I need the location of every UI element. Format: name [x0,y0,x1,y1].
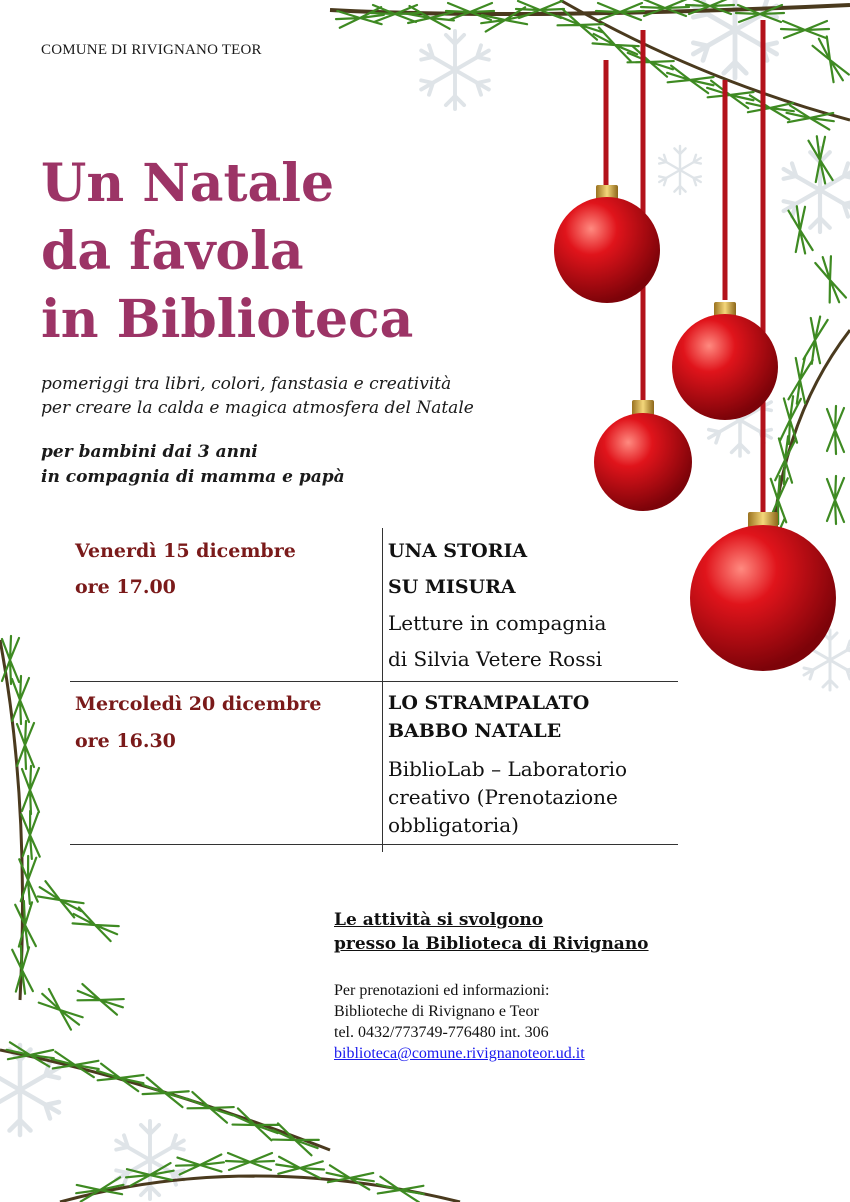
title-line: in Biblioteca [41,289,414,350]
contact-info [334,980,585,1064]
event-title-line: UNA STORIA [388,540,528,562]
snowflake-icon [784,148,850,232]
snowflake-icon [0,1045,59,1135]
snowflake-icon [659,146,701,194]
organization-name: COMUNE DI RIVIGNANO TEOR [41,42,262,58]
snowflake-icon [116,1121,184,1199]
ornament-ball [690,512,836,671]
event-description-line: Letture in compagnia [388,611,607,635]
snowflake-icon [804,630,850,690]
contact-library: Biblioteche di Rivignano e Teor [334,1003,539,1020]
event-description-line: obbligatoria) [388,813,519,837]
snowflake-icon [709,384,771,456]
event-description-line: creativo (Prenotazione [388,785,618,809]
title-line: Un Natale [41,153,335,214]
location-line: presso la Biblioteca di Rivignano [334,934,649,954]
contact-phone: tel. 0432/773749-776480 int. 306 [334,1024,549,1041]
column-divider [382,528,383,852]
ornament-ball [672,302,778,420]
event-details [388,689,676,839]
event-title-line: LO STRAMPALATO [388,692,590,714]
event-description-line: BiblioLab – Laboratorio [388,757,628,781]
contact-intro: Per prenotazioni ed informazioni: [334,982,550,999]
event-date: Venerdì 15 dicembre [75,540,296,562]
ornament-ribbons [606,20,763,515]
location-note [334,908,649,956]
audience [41,440,345,490]
event-title-line: BABBO NATALE [388,720,562,742]
subtitle-line: pomeriggi tra libri, colori, fanstasia e creatività [41,374,452,394]
contact-email-link[interactable]: biblioteca@comune.rivignanoteor.ud.it [334,1045,585,1062]
audience-line: per bambini dai 3 anni [41,442,258,462]
row-divider [70,844,678,845]
event-date: Mercoledì 20 dicembre [75,693,322,715]
schedule-table [70,528,678,853]
location-line: Le attività si svolgono [334,910,544,930]
audience-line: in compagnia di mamma e papà [41,467,345,487]
snowflake-icon [693,0,776,78]
event-time: ore 16.30 [75,730,176,752]
subtitle-line: per creare la calda e magica atmosfera del Natale [41,398,474,418]
row-divider [70,681,678,682]
ornament-ball [594,400,692,511]
ornament-ball [554,185,660,303]
subtitle [41,372,474,420]
event-description-line: di Silvia Vetere Rossi [388,647,603,671]
page-title [41,150,561,354]
event-title-line: SU MISURA [388,576,516,598]
snowflake-icon [421,31,489,109]
title-line: da favola [41,221,304,282]
event-details [388,533,676,677]
event-time: ore 17.00 [75,576,176,598]
